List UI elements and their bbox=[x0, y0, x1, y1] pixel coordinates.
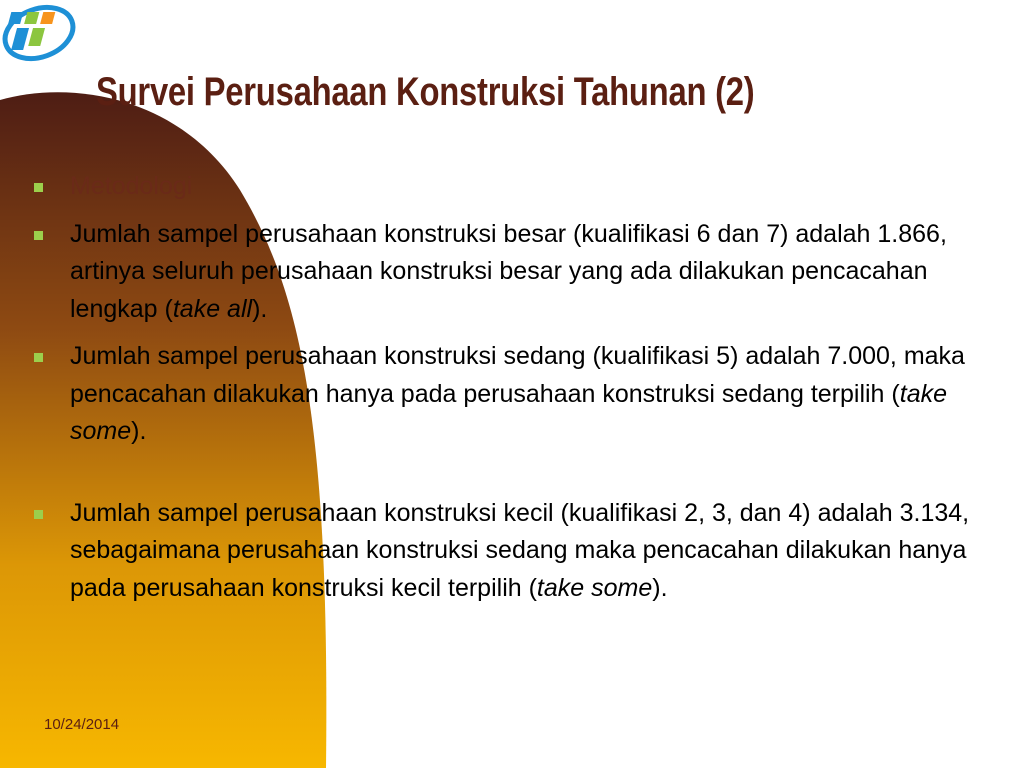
bps-logo-icon bbox=[2, 2, 76, 64]
slide-date: 10/24/2014 bbox=[44, 716, 120, 733]
list-item bbox=[34, 338, 984, 451]
bullet-text: Jumlah sampel perusahaan konstruksi sedang (kualifikasi 5) adalah 7.000, maka pencacahan dilakukan hanya pada perusahaan konstruksi sedang terpilih (take some). bbox=[70, 342, 965, 445]
italic-term: take all bbox=[172, 294, 253, 323]
bullet-square-icon bbox=[34, 231, 43, 240]
bullet-list bbox=[34, 168, 984, 617]
bullet-square-icon bbox=[34, 510, 43, 519]
bullet-text: Jumlah sampel perusahaan konstruksi kecil (kualifikasi 2, 3, dan 4) adalah 3.134, sebagaimana perusahaan konstruksi sedang maka pencacahan dilakukan hanya pada perusahaan konstruksi kecil terpilih (take some). bbox=[70, 498, 970, 602]
list-item bbox=[34, 216, 984, 329]
bullet-square-icon bbox=[34, 353, 43, 362]
italic-term: take some bbox=[70, 379, 948, 445]
list-item bbox=[34, 495, 984, 608]
bullet-text: Jumlah sampel perusahaan konstruksi besar (kualifikasi 6 dan 7) adalah 1.866, artinya seluruh perusahaan konstruksi besar yang ada dilakukan pencacahan lengkap (take all). bbox=[70, 219, 947, 323]
italic-term: take some bbox=[536, 573, 653, 602]
slide-title: Survei Perusahaan Konstruksi Tahunan (2) bbox=[96, 70, 755, 114]
bullet-square-icon bbox=[34, 183, 43, 192]
bullet-text: Metodologi bbox=[70, 172, 193, 200]
list-item bbox=[34, 168, 984, 206]
